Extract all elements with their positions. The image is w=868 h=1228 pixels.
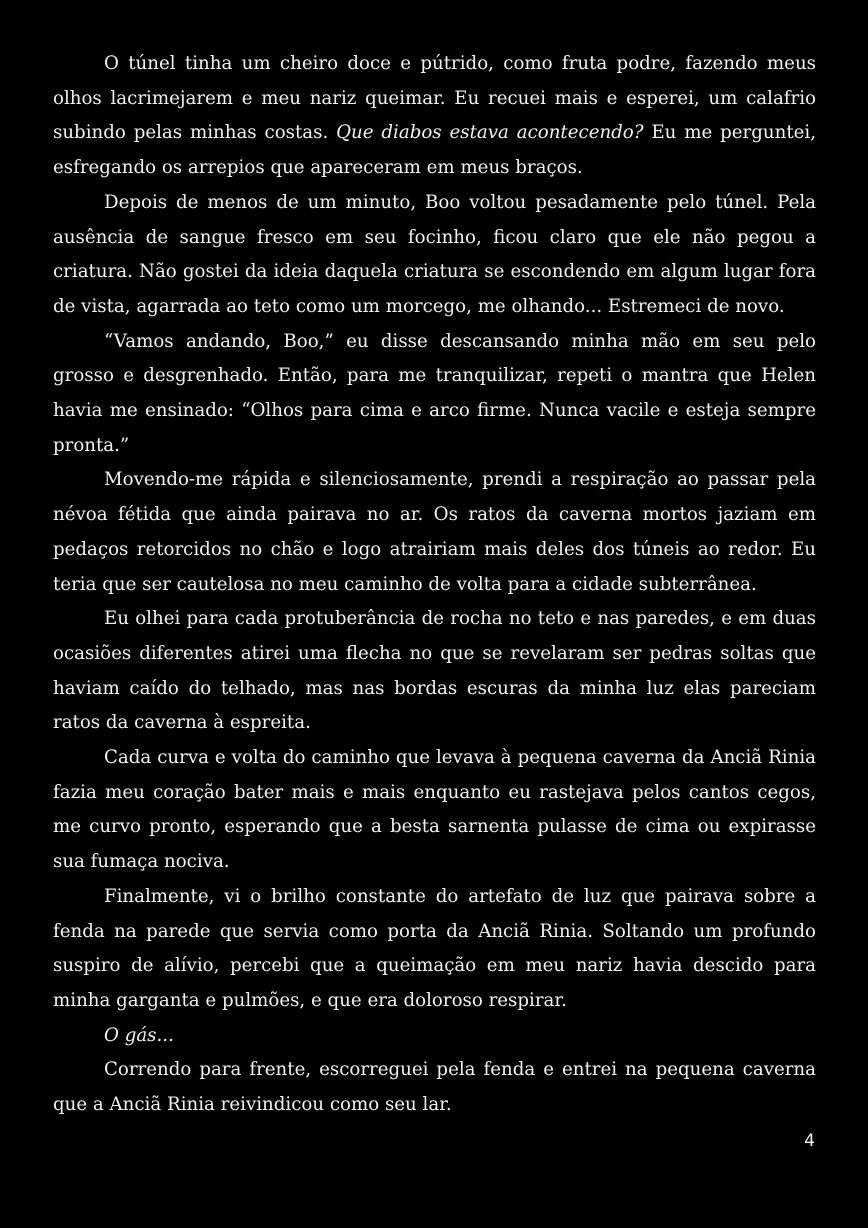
body-paragraph xyxy=(53,325,816,464)
body-paragraph xyxy=(53,1019,816,1054)
body-paragraph xyxy=(53,741,816,880)
text-segment: Eu olhei para cada protuberância de rocha no teto e nas paredes, e em duas ocasiões diferentes atirei uma flecha no que se revelaram ser pedras soltas que haviam caído do telhado, mas nas bordas escuras da minha luz elas pareciam ratos da caverna à espreita. xyxy=(53,608,816,734)
body-paragraph xyxy=(53,602,816,741)
body-paragraph xyxy=(53,463,816,602)
text-segment: Correndo para frente, escorreguei pela fenda e entrei na pequena caverna que a Anciã Rinia reivindicou como seu lar. xyxy=(53,1059,816,1116)
text-segment: Movendo-me rápida e silenciosamente, prendi a respiração ao passar pela névoa fétida que ainda pairava no ar. Os ratos da caverna mortos jaziam em pedaços retorcidos no chão e logo atrairiam mais deles dos túneis ao redor. Eu teria que ser cautelosa no meu caminho de volta para a cidade subterrânea. xyxy=(53,469,816,595)
text-segment: Depois de menos de um minuto, Boo voltou pesadamente pelo túnel. Pela ausência de sangue fresco em seu focinho, ficou claro que ele não pegou a criatura. Não gostei da ideia daquela criatura se escondendo em algum lugar fora de vista, agarrada ao teto como um morcego, me olhando... Estremeci de novo. xyxy=(53,191,816,317)
italic-text-segment: Que diabos estava acontecendo? xyxy=(336,122,644,144)
body-paragraph xyxy=(53,1053,816,1122)
page-body-text xyxy=(53,47,816,1123)
text-segment: Cada curva e volta do caminho que levava à pequena caverna da Anciã Rinia fazia meu coração bater mais e mais enquanto eu rastejava pelos cantos cegos, me curvo pronto, esperando que a besta sarnenta pulasse de cima ou expirasse sua fumaça nociva. xyxy=(53,747,816,873)
page-number: 4 xyxy=(804,1131,815,1151)
text-segment: O túnel tinha um cheiro doce e pútrido, como fruta podre, fazendo meus olhos lacrimejarem e meu nariz queimar. Eu recuei mais e esperei, um calafrio subindo pelas minhas costas. xyxy=(53,53,816,144)
text-segment: “Vamos andando, Boo,” eu disse descansando minha mão em seu pelo grosso e desgrenhado. Então, para me tranquilizar, repeti o mantra que Helen havia me ensinado: “Olhos para cima e arco firme. Nunca vacile e esteja sempre pronta.” xyxy=(53,330,816,456)
body-paragraph xyxy=(53,186,816,325)
body-paragraph xyxy=(53,47,816,186)
body-paragraph xyxy=(53,880,816,1019)
text-segment: Finalmente, vi o brilho constante do artefato de luz que pairava sobre a fenda na parede que servia como porta da Anciã Rinia. Soltando um profundo suspiro de alívio, percebi que a queimação em meu nariz havia descido para minha garganta e pulmões, e que era doloroso respirar. xyxy=(53,885,816,1011)
text-segment: Eu me perguntei, esfregando os arrepios que apareceram em meus braços. xyxy=(53,122,816,179)
italic-text-segment: O gás... xyxy=(104,1024,174,1046)
